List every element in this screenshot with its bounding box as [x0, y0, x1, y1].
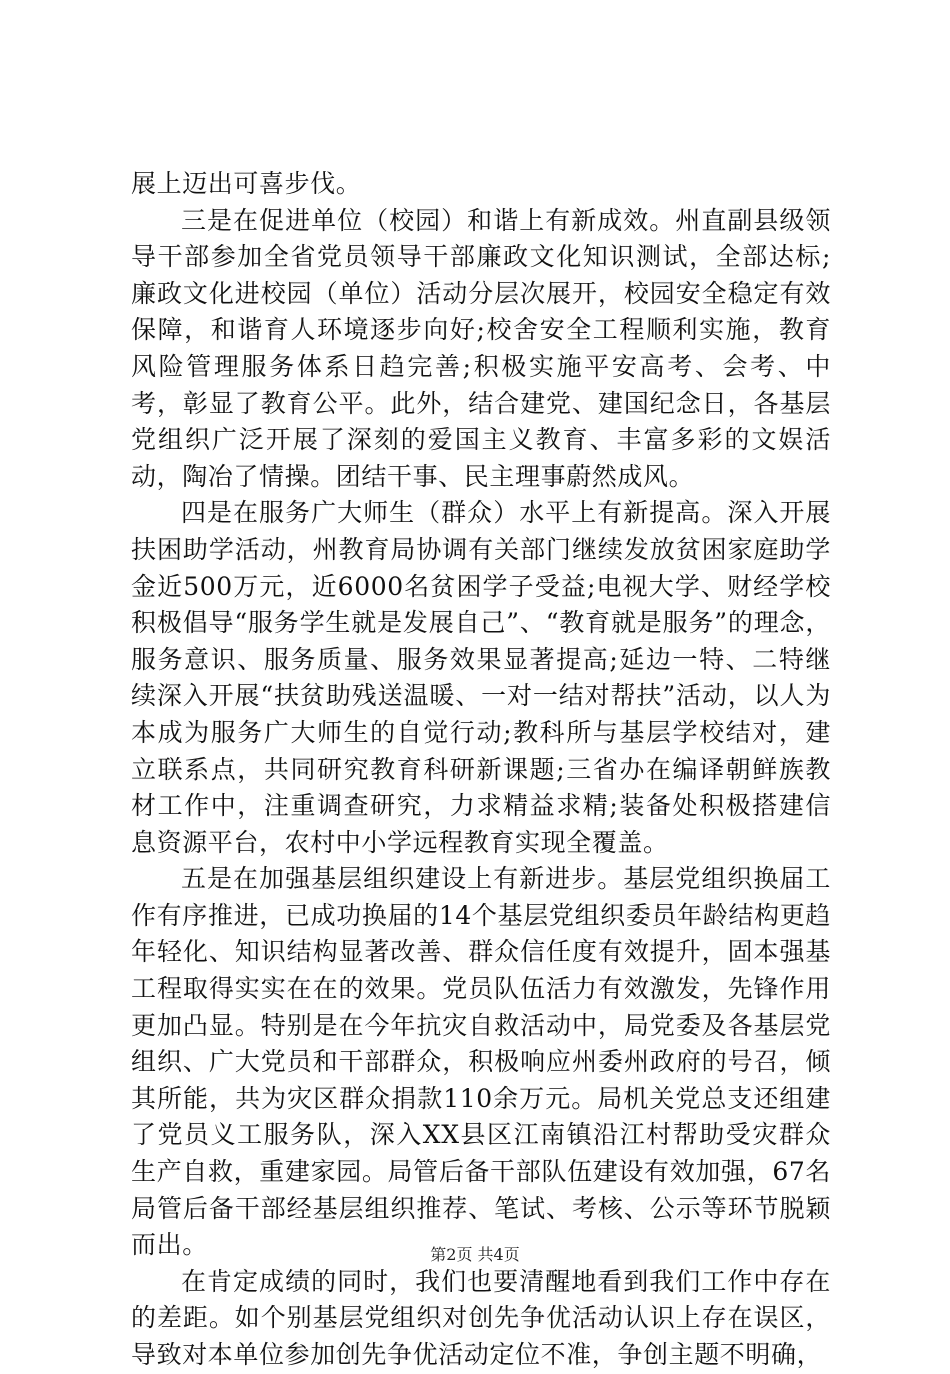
paragraph-service-improvement: 四是在服务广大师生（群众）水平上有新提高。深入开展扶困助学活动，州教育局协调有关部门继续发放贫困家庭助学金近500万元，近6000名贫困学子受益;电视大学、财经学校积极倡导“服务学生就是发展自己”、“教育就是服务”的理念，服务意识、服务质量、服务效果显著提高;延边一特、二特继续深入开展“扶贫助残送温暖、一对一结对帮扶”活动，以人为本成为服务广大师生的自觉行动;教科所与基层学校结对，建立联系点，共同研究教育科研新课题;三省办在编译朝鲜族教材工作中，注重调查研究，力求精益求精;装备处积极搭建信息资源平台，农村中小学远程教育实现全覆盖。 [131, 498, 831, 857]
paragraph-campus-harmony: 三是在促进单位（校园）和谐上有新成效。州直副县级领导干部参加全省党员领导干部廉政文化知识测试，全部达标;廉政文化进校园（单位）活动分层次展开，校园安全稳定有效保障，和谐育人环境逐步向好;校舍安全工程顺利实施，教育风险管理服务体系日趋完善;积极实施平安高考、会考、中考，彰显了教育公平。此外，结合建党、建国纪念日，各基层党组织广泛开展了深刻的爱国主义教育、丰富多彩的文娱活动，陶冶了情操。团结干事、民主理事蔚然成风。 [131, 205, 831, 491]
paragraph-organization-building: 五是在加强基层组织建设上有新进步。基层党组织换届工作有序推进，已成功换届的14个基层党组织委员年龄结构更趋年轻化、知识结构显著改善、群众信任度有效提升，固本强基工程取得实实在在的效果。党员队伍活力有效激发，先锋作用更加凸显。特别是在今年抗灾自救活动中，局党委及各基层党组织、广大党员和干部群众，积极响应州委州政府的号召，倾其所能，共为灾区群众捐款110余万元。局机关党总支还组建了党员义工服务队，深入XX县区江南镇沿江村帮助受灾群众生产自救，重建家园。局管后备干部队伍建设有效加强，67名局管后备干部经基层组织推荐、笔试、考核、公示等环节脱颖而出。 [131, 864, 831, 1260]
page-number-footer: 第2页 共4页 [430, 1245, 520, 1264]
document-body [131, 166, 831, 1374]
paragraph-continuation: 展上迈出可喜步伐。 [131, 169, 362, 198]
paragraph-shortcomings: 在肯定成绩的同时，我们也要清醒地看到我们工作中存在的差距。如个别基层党组织对创先争优活动认识上存在误区，导致对本单位参加创先争优活动定位不准，争创主题不明确， [131, 1266, 831, 1369]
